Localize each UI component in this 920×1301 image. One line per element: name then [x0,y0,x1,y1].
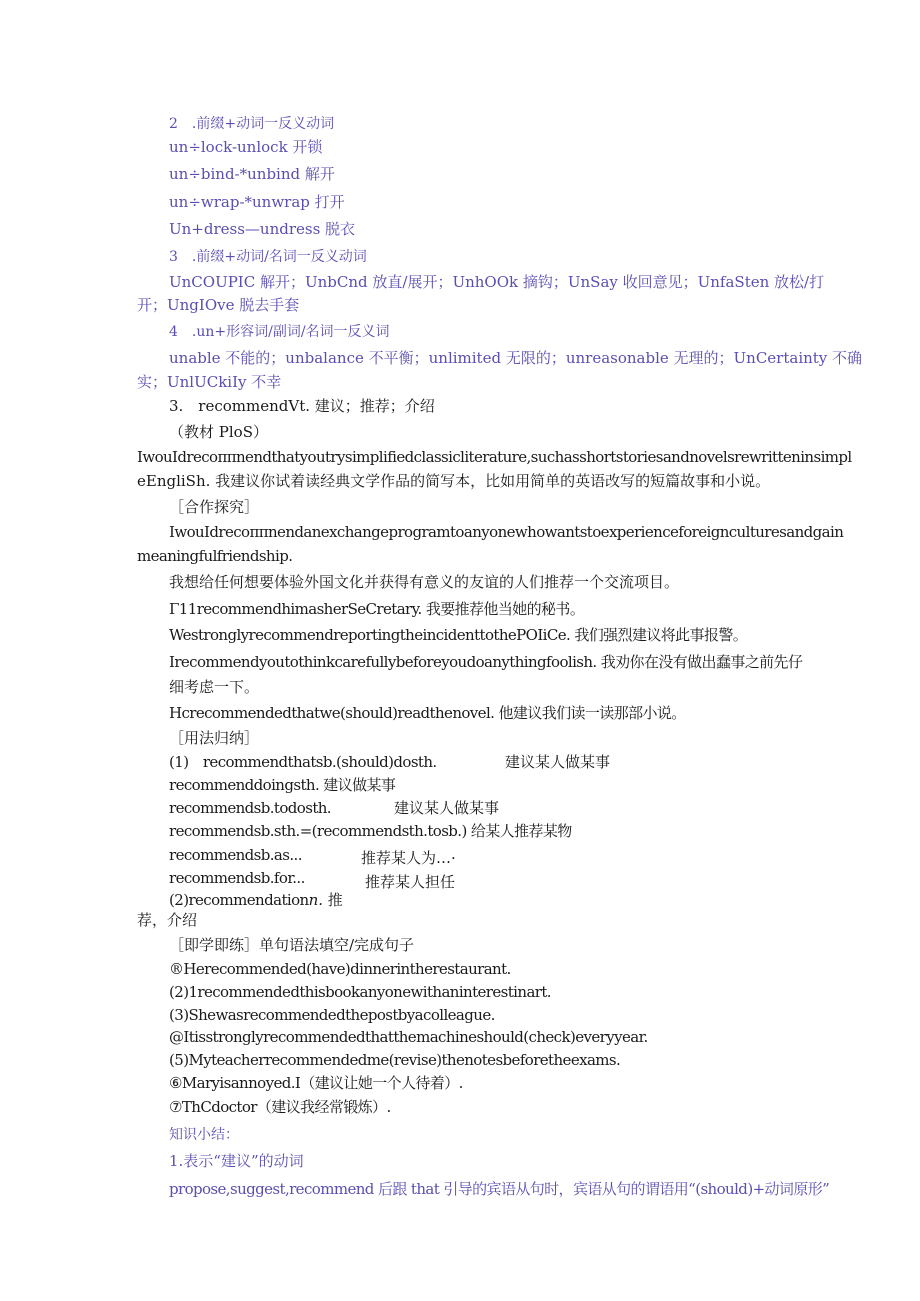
usage-recommendation-meaning: 推 [323,891,343,909]
usage-pattern: recommendsb.for... [169,869,305,887]
heading-prefix-verb-noun: 3 .前缀+动词/名词一反义动词 [169,249,367,265]
usage-heading: ［用法归纳］ [169,729,260,747]
cooperation-heading: ［合作探究］ [169,498,260,516]
paragraph-un-adjective-line1: unable 不能的；unbalance 不平衡；unlimited 无限的；unreasonable 无理的；UnCertainty 不确 [169,349,863,367]
practice-heading: ［即学即练］单句语法填空/完成句子 [169,936,415,954]
paragraph-un-adjective-line2: 实；UnlUCkiIy 不幸 [137,373,282,391]
example-4: WestronglyrecommendreportingtheincidenttothePOIiCe. 我们强烈建议将此事报警。 [169,626,748,644]
summary-subheading: 1.表示“建议”的动词 [169,1152,304,1170]
usage-meaning: 推荐某人担任 [365,873,456,891]
paragraph-prefix-verb-noun-line2: 开；UngIOve 脱去手套 [137,296,300,314]
paragraph-prefix-verb-noun-line1: UnCOUPIC 解开；UnbCnd 放直/展开；UnhOOk 摘钩；UnSay 收回意见；UnfaSten 放松/打 [169,273,825,291]
example-3: Γ11recommendhimasherSeCretary. 我要推荐他当她的秘书。 [169,600,585,618]
usage-recommendation [169,893,343,908]
usage-pattern: recommenddoingsth. 建议做某事 [169,776,396,794]
usage-recommendation-pos: n. [308,891,324,909]
example-unbind: un÷bind-*unbind 解开 [169,165,335,183]
usage-pattern: recommendsb.as... [169,846,302,864]
usage-meaning: 建议某人做某事 [505,753,611,771]
practice-item: (3)Shewasrecommendedthepostbyacolleague. [169,1006,495,1024]
example-5-line2: 细考虑一下。 [169,678,260,696]
example-2-translation: 我想给任何想要体验外国文化并获得有意义的友谊的人们推荐一个交流项目。 [169,573,680,591]
example-undress: Un+dress—undress 脱衣 [169,220,356,238]
example-2-line1: IwouIdrecoππnendanexchangeprogramtoanyonewhowantstoexperienceforeignculturesandgain [169,523,844,541]
heading-un-adjective: 4 .un+形容词/副词/名词一反义词 [169,324,390,340]
usage-recommendation-line2: 荐，介绍 [137,911,198,929]
usage-pattern: (1) recommendthatsb.(should)dosth. [169,753,437,771]
example-6: Hcrecommendedthatwe(should)readthenovel. 他建议我们读一读那部小说。 [169,704,686,722]
summary-heading: 知识小结： [169,1127,239,1143]
example-unwrap: un÷wrap-*unwrap 打开 [169,193,345,211]
practice-item: (5)Myteacherrecommendedme(revise)thenotesbeforetheexams. [169,1051,621,1069]
example-2-line2: meaningfulfriendship. [137,547,293,565]
heading-prefix-verb: 2 .前缀+动词一反义动词 [169,116,335,132]
example-5-line1: Irecommendyoutothinkcarefullybeforeyoudoanythingfoolish. 我劝你在没有做出蠢事之前先仔 [169,653,803,671]
practice-item: ⑦ThCdoctor（建议我经常锻炼）. [169,1098,391,1116]
example-1-line2: eEngliSh. 我建议你试着读经典文学作品的简写本，比如用简单的英语改写的短篇故事和小说。 [137,472,771,490]
usage-meaning: 推荐某人为…· [361,849,456,867]
example-unlock: un÷lock-unlock 开锁 [169,138,323,156]
practice-item: @Itisstronglyrecommendedthatthemachineshould(check)everyyear. [169,1028,648,1046]
textbook-reference: （教材 PloS） [169,423,268,441]
usage-recommendation-word: (2)recommendation [169,891,309,909]
practice-item: ®Herecommended(have)dinnerintherestaurant. [169,960,511,978]
example-1-line1: IwouIdrecoππnendthatyoutrysimplifiedclassicliterature,suchasshortstoriesandnovelsrewritteninsimpl [137,448,852,466]
usage-meaning: 建议某人做某事 [394,799,500,817]
practice-item: (2)1recommendedthisbookanyonewithaninterestinart. [169,983,551,1001]
summary-line: propose,suggest,recommend 后跟 that 引导的宾语从句时，宾语从句的谓语用“(should)+动词原形” [169,1180,830,1198]
usage-pattern: recommendsb.todosth. [169,799,331,817]
practice-item: ⑥Maryisannoyed.I（建议让她一个人待着）. [169,1074,463,1092]
heading-recommend: 3. recommendVt. 建议；推荐；介绍 [169,397,435,415]
usage-pattern: recommendsb.sth.=(recommendsth.tosb.) 给某人推荐某物 [169,822,572,840]
